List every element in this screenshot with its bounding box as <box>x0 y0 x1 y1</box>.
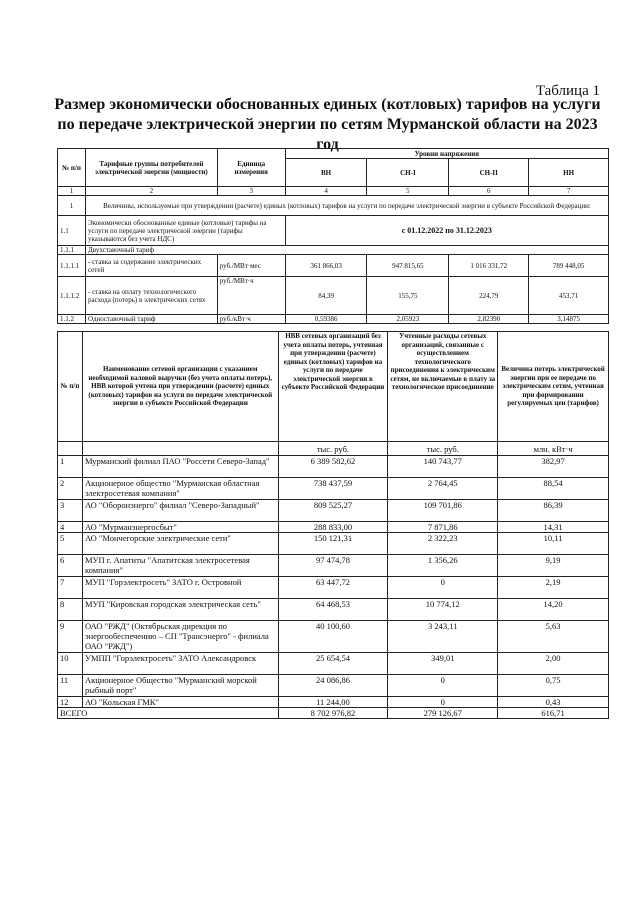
table-number: Таблица 1 <box>535 83 600 99</box>
table-row <box>58 653 609 675</box>
total-label: ВСЕГО <box>58 708 279 719</box>
nvv-cell: 6 389 582,62 <box>278 456 388 478</box>
header-no: № п/п <box>58 332 83 442</box>
nvv-cell: 288 833,00 <box>278 522 388 533</box>
title-line-3: год <box>316 136 339 153</box>
value-cell: 84,39 <box>285 277 367 315</box>
row-text: Двухставочный тариф <box>85 246 608 255</box>
expenses-cell: 10 774,12 <box>388 599 498 621</box>
value-cell: 789 448,05 <box>529 255 609 277</box>
colnum: 5 <box>367 187 449 196</box>
expenses-cell: 0 <box>388 697 498 708</box>
network-organizations-table <box>57 331 609 719</box>
title-line-2: по передаче электрической энергии по сетям Мурманской области на 2023 <box>57 116 598 133</box>
header-group: Тарифные группы потребителей электрической энергии (мощности) <box>85 149 217 187</box>
header-nvv: НВВ сетевых организаций без учета оплаты потерь, учтенная при утверждении (расчете) единых (котловых) тарифов на услуги по передаче электрической энергии в субъекте Российской Федерации <box>278 332 388 442</box>
org-name: МУП г. Апатиты "Апатитская электросетевая компания" <box>82 555 278 577</box>
nvv-cell: 40 100,60 <box>278 621 388 653</box>
table-row <box>58 500 609 522</box>
expenses-cell: 2 322,23 <box>388 533 498 555</box>
table-row <box>58 577 609 599</box>
losses-cell: 2,00 <box>498 653 609 675</box>
row-no: 1.1.1.2 <box>58 277 86 315</box>
table-row <box>58 599 609 621</box>
tariff-table <box>57 148 609 324</box>
row-no: 1.1.2 <box>58 315 86 324</box>
org-name: Мурманский филиал ПАО "Россети Северо-Запад" <box>82 456 278 478</box>
value-cell: 224,79 <box>449 277 529 315</box>
expenses-cell: 140 743,77 <box>388 456 498 478</box>
table-row <box>58 522 609 533</box>
losses-cell: 86,39 <box>498 500 609 522</box>
row-no: 3 <box>58 500 83 522</box>
row-unit: руб./МВт·ч <box>217 277 285 315</box>
nvv-cell: 738 437,59 <box>278 478 388 500</box>
nvv-cell: 97 474,78 <box>278 555 388 577</box>
organizations-body <box>58 456 609 708</box>
expenses-cell: 7 871,86 <box>388 522 498 533</box>
header-no: № п/п <box>58 149 86 187</box>
losses-cell: 2,19 <box>498 577 609 599</box>
losses-cell: 382,97 <box>498 456 609 478</box>
table-row <box>58 456 609 478</box>
row-no: 8 <box>58 599 83 621</box>
unit-losses: млн. кВт·ч <box>498 442 609 456</box>
colnum: 4 <box>285 187 367 196</box>
row-no: 4 <box>58 522 83 533</box>
row-text: Величины, используемые при утверждении (расчете) единых (котловых) тарифов на услуги по передаче электрической энергии в субъекте Российской Федерации: <box>85 196 608 216</box>
expenses-cell: 0 <box>388 577 498 599</box>
unit-nvv: тыс. руб. <box>278 442 388 456</box>
row-no: 1.1 <box>58 216 86 246</box>
value-cell: 3,14875 <box>529 315 609 324</box>
table-row <box>58 533 609 555</box>
row-text: Экономически обоснованные единые (котловые) тарифы на услуги по передаче электрической энергии (тарифы указываются без учета НДС) <box>85 216 285 246</box>
nvv-cell: 809 525,27 <box>278 500 388 522</box>
nvv-cell: 11 244,00 <box>278 697 388 708</box>
blank-cell <box>58 442 83 456</box>
colnum: 3 <box>217 187 285 196</box>
table-row <box>58 478 609 500</box>
nvv-cell: 64 468,53 <box>278 599 388 621</box>
org-name: ОАО "РЖД" (Октябрьская дирекция по энергообеспечению – СП "Трансэнерго" - филиала ОАО "РЖД") <box>82 621 278 653</box>
nvv-cell: 150 121,31 <box>278 533 388 555</box>
losses-cell: 88,54 <box>498 478 609 500</box>
row-no: 1 <box>58 456 83 478</box>
org-name: УМПП "Горэлектросеть" ЗАТО Александровск <box>82 653 278 675</box>
table-row <box>58 697 609 708</box>
row-unit: руб./МВт·мес <box>217 255 285 277</box>
row-no: 11 <box>58 675 83 697</box>
nvv-cell: 24 086,86 <box>278 675 388 697</box>
header-levels: Уровни напряжения <box>285 149 608 159</box>
row-text: - ставка на оплату технологического расхода (потерь) в электрических сетях <box>85 277 217 315</box>
expenses-cell: 3 243,11 <box>388 621 498 653</box>
page-title <box>40 95 615 155</box>
level-vn: ВН <box>285 159 367 187</box>
level-sn2: СН-II <box>449 159 529 187</box>
total-losses: 616,71 <box>498 708 609 719</box>
org-name: МУП "Кировская городская электрическая сеть" <box>82 599 278 621</box>
expenses-cell: 1 356,26 <box>388 555 498 577</box>
header-losses: Величина потерь электрической энергии при ее передаче по электрическим сетям, учтенная при формировании регулируемых цен (тарифов) <box>498 332 609 442</box>
value-cell: 947 815,65 <box>367 255 449 277</box>
colnum: 7 <box>529 187 609 196</box>
total-nvv: 8 702 976,82 <box>278 708 388 719</box>
level-nn: НН <box>529 159 609 187</box>
row-text: Одноставочный тариф <box>85 315 217 324</box>
row-no: 1.1.1.1 <box>58 255 86 277</box>
nvv-cell: 25 654,54 <box>278 653 388 675</box>
org-name: МУП "Горэлектросеть" ЗАТО г. Островной <box>82 577 278 599</box>
org-name: АО "Кольская ГМК" <box>82 697 278 708</box>
org-name: АО "Оборонэнерго" филиал "Северо-Западный" <box>82 500 278 522</box>
losses-cell: 0,75 <box>498 675 609 697</box>
losses-cell: 5,63 <box>498 621 609 653</box>
org-name: Акционерное общество "Мурманская областная электросетевая компания" <box>82 478 278 500</box>
losses-cell: 10,11 <box>498 533 609 555</box>
org-name: АО "Мончегорские электрические сети" <box>82 533 278 555</box>
row-no: 10 <box>58 653 83 675</box>
value-cell: 453,71 <box>529 277 609 315</box>
row-text: - ставка за содержание электрических сетей <box>85 255 217 277</box>
losses-cell: 0,43 <box>498 697 609 708</box>
colnum: 1 <box>58 187 86 196</box>
value-cell: 2,05923 <box>367 315 449 324</box>
expenses-cell: 0 <box>388 675 498 697</box>
table-row <box>58 555 609 577</box>
losses-cell: 14,20 <box>498 599 609 621</box>
row-unit: руб./кВт·ч <box>217 315 285 324</box>
nvv-cell: 63 447,72 <box>278 577 388 599</box>
row-no: 9 <box>58 621 83 653</box>
row-no: 7 <box>58 577 83 599</box>
losses-cell: 9,19 <box>498 555 609 577</box>
header-expenses: Учтенные расходы сетевых организаций, связанные с осуществлением технологического присоединения к электрическим сетям, не включаемые в плату за технологическое присоединение <box>388 332 498 442</box>
row-no: 1.1.1 <box>58 246 86 255</box>
row-no: 6 <box>58 555 83 577</box>
unit-expenses: тыс. руб. <box>388 442 498 456</box>
org-name: АО "Мурманэнергосбыт" <box>82 522 278 533</box>
row-no: 1 <box>58 196 86 216</box>
level-sn1: СН-I <box>367 159 449 187</box>
value-cell: 361 866,03 <box>285 255 367 277</box>
colnum: 6 <box>449 187 529 196</box>
total-expenses: 279 126,67 <box>388 708 498 719</box>
header-name: Наименование сетевой организации с указанием необходимой валовой выручки (без учета оплаты потерь), НВВ которой учтена при утверждении (расчете) единых (котловых) тарифов на услуги по передаче электрической энергии в субъекте Российской Федерации <box>82 332 278 442</box>
colnum: 2 <box>85 187 217 196</box>
table-row <box>58 675 609 697</box>
header-unit: Единица измерения <box>217 149 285 187</box>
value-cell: 2,82390 <box>449 315 529 324</box>
row-no: 12 <box>58 697 83 708</box>
title-line-1: Размер экономически обоснованных единых (котловых) тарифов на услуги <box>54 96 601 113</box>
value-cell: 155,75 <box>367 277 449 315</box>
expenses-cell: 349,01 <box>388 653 498 675</box>
period: с 01.12.2022 по 31.12.2023 <box>285 216 608 246</box>
row-no: 2 <box>58 478 83 500</box>
value-cell: 0,59386 <box>285 315 367 324</box>
expenses-cell: 109 701,86 <box>388 500 498 522</box>
value-cell: 1 016 331,72 <box>449 255 529 277</box>
losses-cell: 14,31 <box>498 522 609 533</box>
table-row <box>58 621 609 653</box>
row-no: 5 <box>58 533 83 555</box>
blank-cell <box>82 442 278 456</box>
org-name: Акционерное Общество "Мурманский морской рыбный порт" <box>82 675 278 697</box>
expenses-cell: 2 764,45 <box>388 478 498 500</box>
